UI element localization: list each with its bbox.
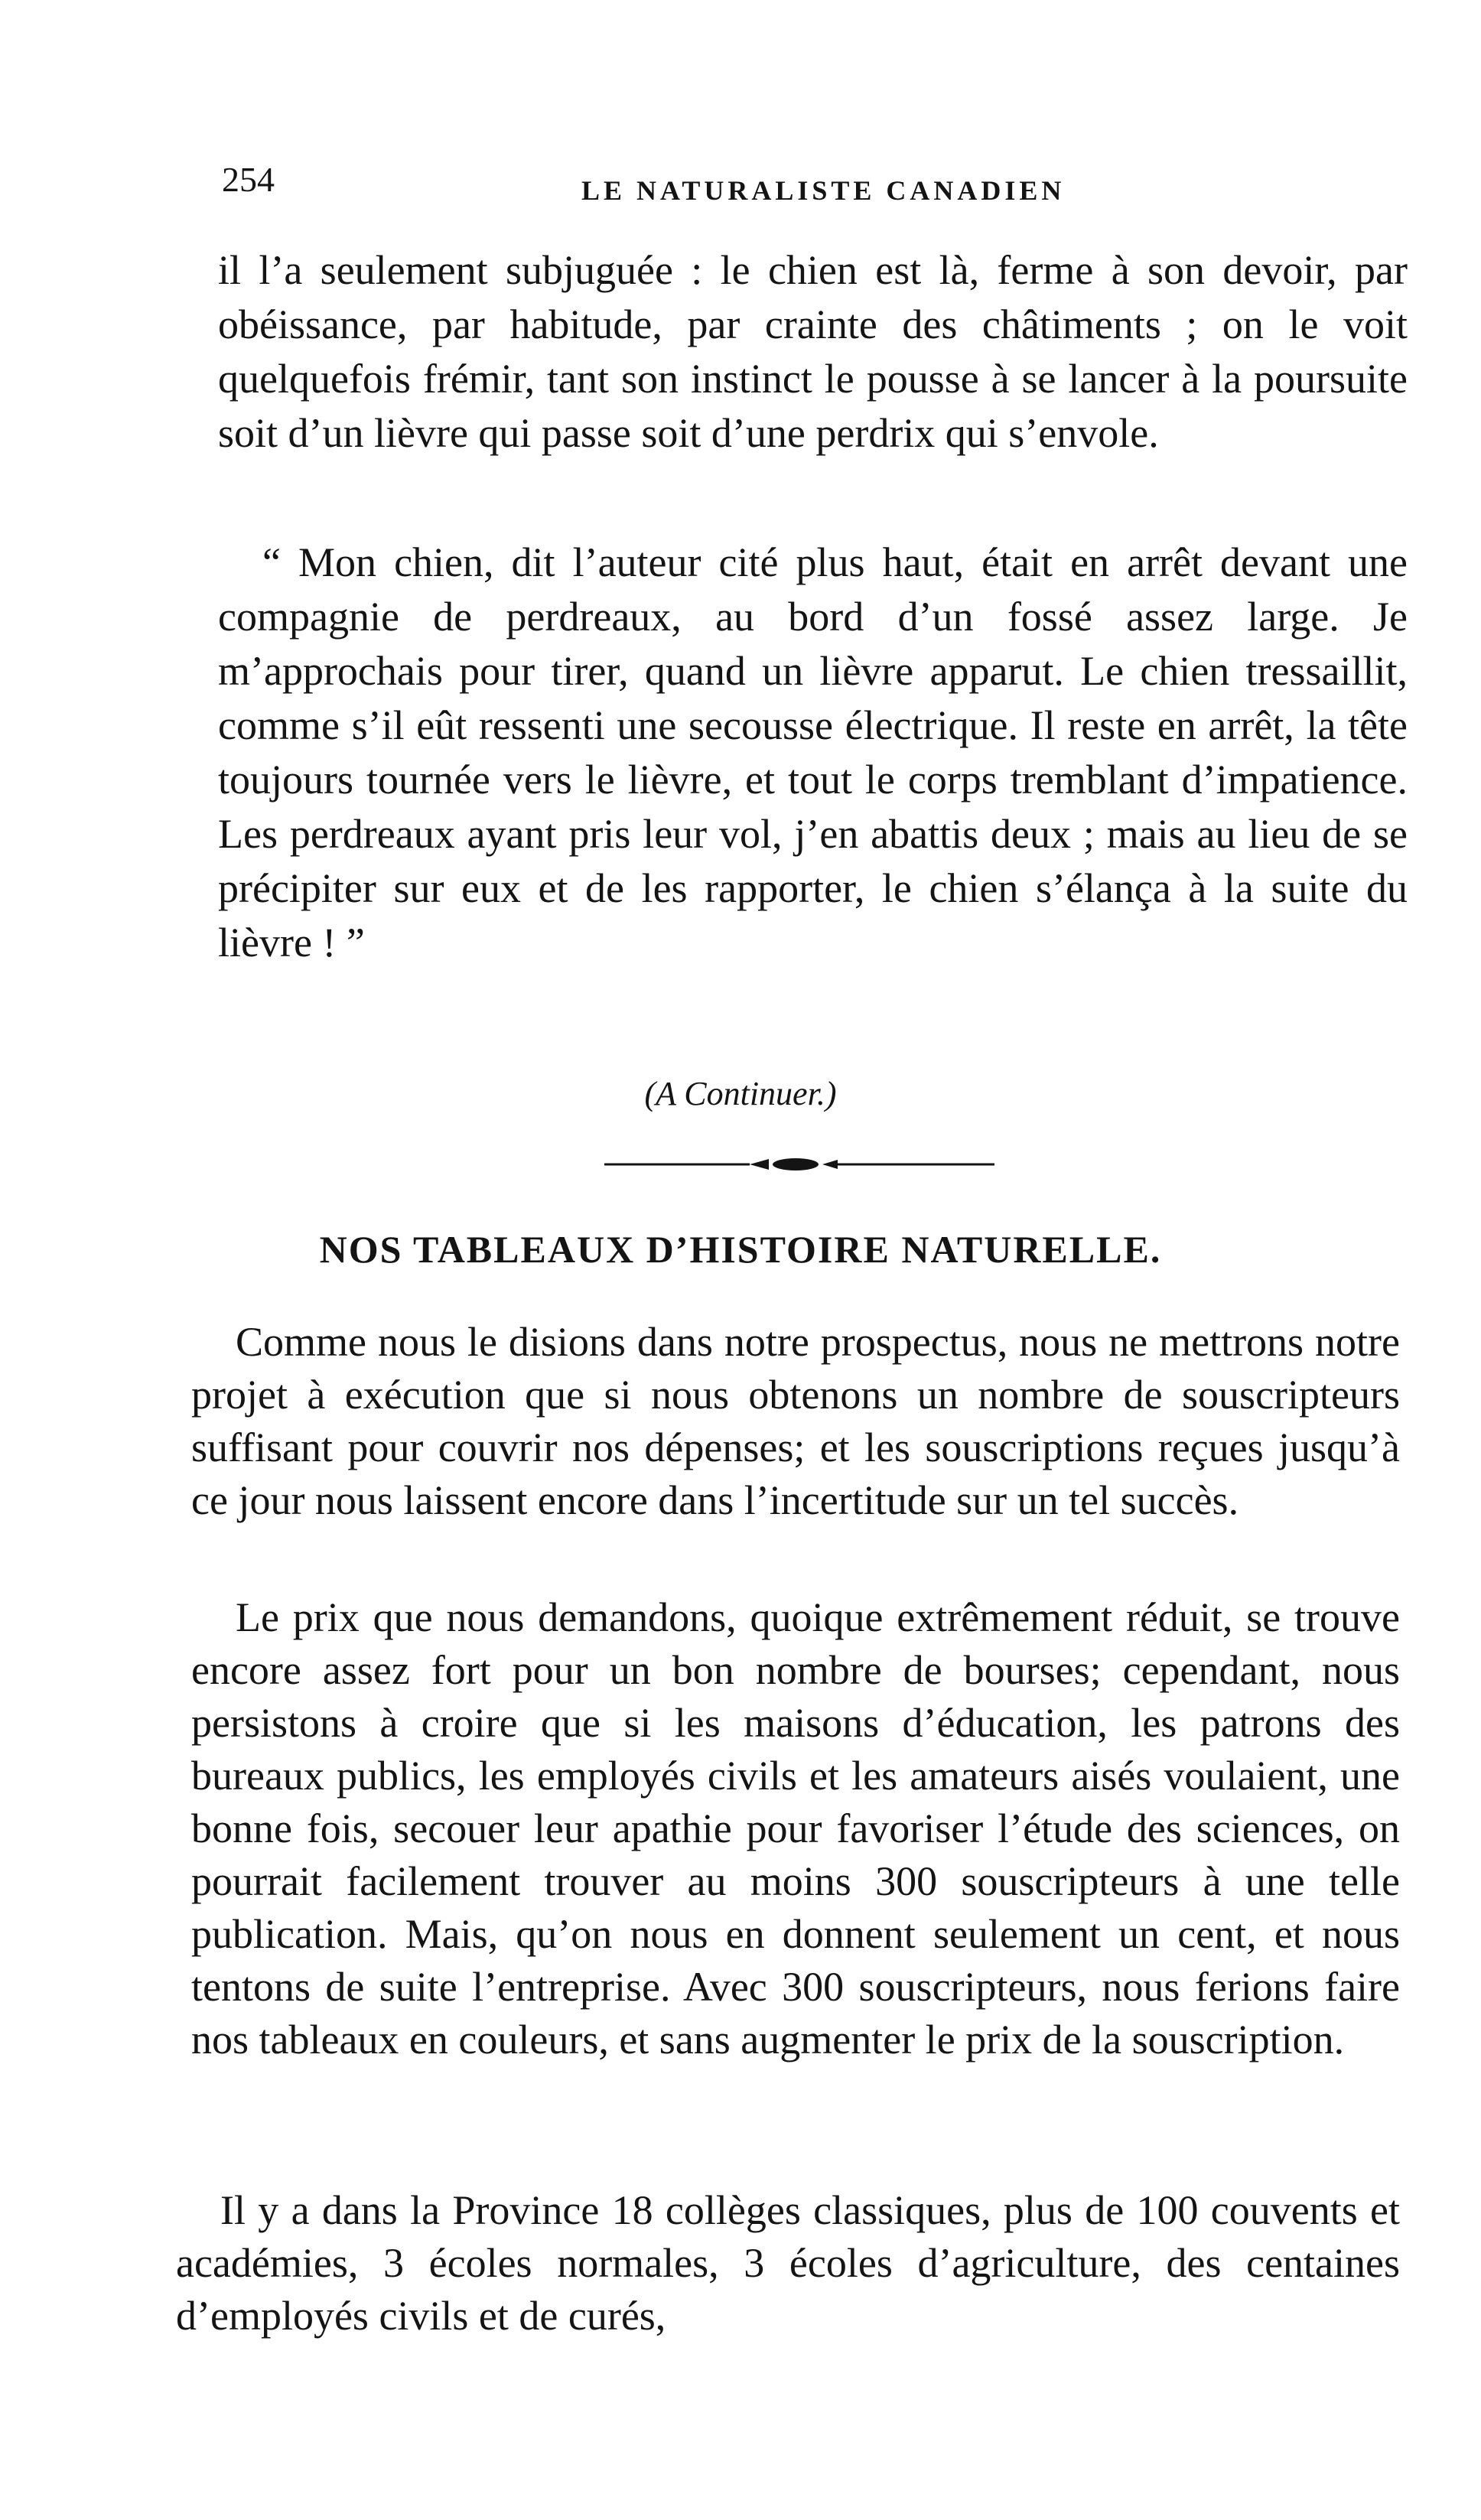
- page-number: 254: [222, 160, 275, 199]
- paragraph-1-block: [218, 243, 1408, 461]
- paragraph-2-quote: “ Mon chien, dit l’auteur cité plus haut, était en arrêt devant une compagnie de perdreaux, au bord d’un fossé assez large. Je m’approchais pour tirer, quand un lièvre apparut. Le chien tressaillit, comme s’il eût ressenti une secousse électrique. Il reste en arrêt, la tête toujours tournée vers le lièvre, et tout le corps tremblant d’impatience. Les perdreaux ayant pris leur vol, j’en abattis deux ; mais au lieu de se précipiter sur eux et de les rapporter, le chien s’élança à la suite du lièvre ! ”: [218, 539, 1408, 965]
- paragraph-5: Il y a dans la Province 18 collèges classiques, plus de 100 couvents et académies, 3 écoles normales, 3 écoles d’agriculture, des centaines d’employés civils et de curés,: [176, 2187, 1400, 2339]
- continued-note: (A Continuer.): [644, 1075, 837, 1112]
- paragraph-1: il l’a seulement subjuguée : le chien est là, ferme à son devoir, par obéissance, par habitude, par crainte des châtiments ; on le voit quelquefois frémir, tant son instinct le pousse à se lancer à la poursuite soit d’un lièvre qui passe soit d’une perdrix qui s’envole.: [218, 247, 1408, 456]
- paragraph-5-block: [176, 2184, 1400, 2343]
- paragraph-3: Comme nous le disions dans notre prospectus, nous ne mettrons notre projet à exécution que si nous obtenons un nombre de souscripteurs suffisant pour couvrir nos dépenses; et les souscriptions reçues jusqu’à ce jour nous laissent encore dans l’incertitude sur un tel succès.: [191, 1319, 1400, 1523]
- paragraph-2-block: [218, 536, 1408, 970]
- paragraph-4-block: [191, 1591, 1400, 2066]
- section-title: NOS TABLEAUX D’HISTOIRE NATURELLE.: [319, 1228, 1162, 1271]
- paragraph-3-block: [191, 1316, 1400, 1527]
- paragraph-4: Le prix que nous demandons, quoique extrêmement réduit, se trouve encore assez fort pour un bon nombre de bourses; cependant, nous persistons à croire que si les maisons d’éducation, les patrons des bureaux publics, les employés civils et les amateurs aisés voulaient, une bonne fois, secouer leur apathie pour favoriser l’étude des sciences, on pourrait facilement trouver au moins 300 souscripteurs à une telle publication. Mais, qu’on nous en donnent seulement un cent, et nous tentons de suite l’entreprise. Avec 300 souscripteurs, nous ferions faire nos tableaux en couleurs, et sans augmenter le prix de la souscription.: [191, 1594, 1400, 2063]
- running-head: [222, 157, 1102, 210]
- journal-title: LE NATURALISTE CANADIEN: [581, 175, 1066, 206]
- ornament-divider: [604, 1155, 994, 1174]
